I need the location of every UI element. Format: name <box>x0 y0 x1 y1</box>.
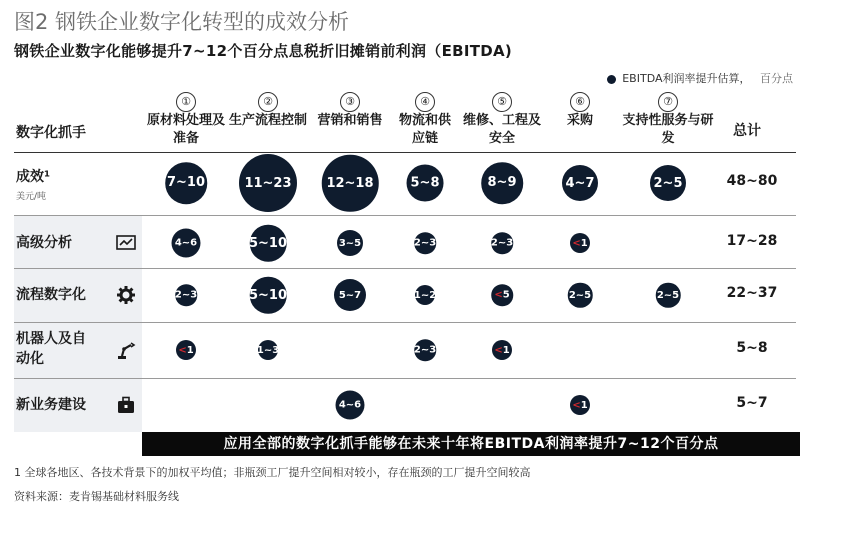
legend-dot-icon <box>607 75 616 84</box>
bubble-r4-c5: < 1 <box>492 340 512 360</box>
column-header-3: 营销和销售 <box>317 113 383 128</box>
bubble-r5-c3: 4~6 <box>336 391 365 420</box>
bubble-r1-c2: 11~23 <box>239 154 297 212</box>
row-total-1: 48~80 <box>726 173 778 189</box>
bubble-r1-c1: 7~10 <box>165 162 207 204</box>
row-total-5: 5~7 <box>736 395 768 411</box>
row-total-3: 22~37 <box>726 285 778 301</box>
figure-subtitle: 钢铁企业数字化能够提升7~12个百分点息税折旧摊销前利润（EBITDA) <box>14 42 513 60</box>
column-header-2: 生产流程控制 <box>229 113 308 128</box>
column-header-5: 维修、工程及安全 <box>462 113 541 146</box>
column-header-7: 支持性服务与研发 <box>622 113 714 146</box>
row-total-2: 17~28 <box>726 233 778 249</box>
bubble-r1-c5: 8~9 <box>481 162 523 204</box>
figure-title: 图2 钢铁企业数字化转型的成效分析 <box>14 10 350 34</box>
briefcase-icon <box>116 395 136 415</box>
bubble-r1-c4: 5~8 <box>407 165 444 202</box>
bubble-r4-c4: 2~3 <box>414 339 436 361</box>
bubble-r3-c3: 5~7 <box>334 279 366 311</box>
bubble-r2-c3: 3~5 <box>337 230 363 256</box>
bubble-r2-c2: 5~10 <box>250 225 287 262</box>
bubble-r3-c4: 1~2 <box>415 285 435 305</box>
summary-banner: 应用全部的数字化抓手能够在未来十年将EBITDA利润率提升7~12个百分点 <box>142 432 800 456</box>
bubble-r3-c1: 2~3 <box>175 284 197 306</box>
row-label-3: 流程数字化 <box>16 287 86 303</box>
bubble-r3-c2: 5~10 <box>250 277 287 314</box>
bubble-r1-c3: 12~18 <box>322 155 379 212</box>
column-number-badge: ⑥ <box>570 92 590 112</box>
legend <box>607 70 793 86</box>
bubble-r1-c6: 4~7 <box>562 165 598 201</box>
bubble-r2-c4: 2~3 <box>414 232 436 254</box>
row-divider <box>14 152 796 153</box>
legend-unit: 百分点 <box>760 72 793 85</box>
analytics-chart-icon <box>116 233 136 253</box>
column-number-badge: ① <box>176 92 196 112</box>
column-number-badge: ③ <box>340 92 360 112</box>
row-label-2: 高级分析 <box>16 235 72 251</box>
row-label-5: 新业务建设 <box>16 397 86 413</box>
bubble-r4-c2: 1~3 <box>258 340 278 360</box>
column-number-badge: ② <box>258 92 278 112</box>
row-header: 数字化抓手 <box>16 125 86 141</box>
column-header-6: 采购 <box>566 113 593 128</box>
row-total-4: 5~8 <box>736 340 768 356</box>
row-unit-label: 美元/吨 <box>16 192 47 202</box>
column-header-4: 物流和供应链 <box>398 113 451 146</box>
column-number-badge: ⑤ <box>492 92 512 112</box>
bubble-r3-c7: 2~5 <box>656 283 681 308</box>
bubble-r4-c1: < 1 <box>176 340 196 360</box>
total-header: 总计 <box>733 123 761 139</box>
footnote: 1 全球各地区、各技术背景下的加权平均值；非瓶颈工厂提升空间相对较小，存在瓶颈的工厂提升空间较高 <box>14 466 531 479</box>
column-number-badge: ⑦ <box>658 92 678 112</box>
bubble-r1-c7: 2~5 <box>650 165 686 201</box>
bubble-r3-c6: 2~5 <box>568 283 593 308</box>
bubble-r2-c1: 4~6 <box>172 229 201 258</box>
legend-label: EBITDA利润率提升估算， <box>622 72 751 85</box>
gear-icon <box>116 285 136 305</box>
bubble-r2-c5: 2~3 <box>491 232 513 254</box>
column-number-badge: ④ <box>415 92 435 112</box>
bubble-r3-c5: < 5 <box>491 284 513 306</box>
row-label-1: 成效¹ <box>16 169 51 185</box>
robot-arm-icon <box>116 340 136 360</box>
bubble-r5-c6: < 1 <box>570 395 590 415</box>
source-note: 资料来源：麦肯锡基础材料服务线 <box>14 490 179 503</box>
bubble-r2-c6: < 1 <box>570 233 590 253</box>
column-header-1: 原材料处理及准备 <box>146 113 225 146</box>
row-label-4: 机器人及自动化 <box>16 331 86 367</box>
